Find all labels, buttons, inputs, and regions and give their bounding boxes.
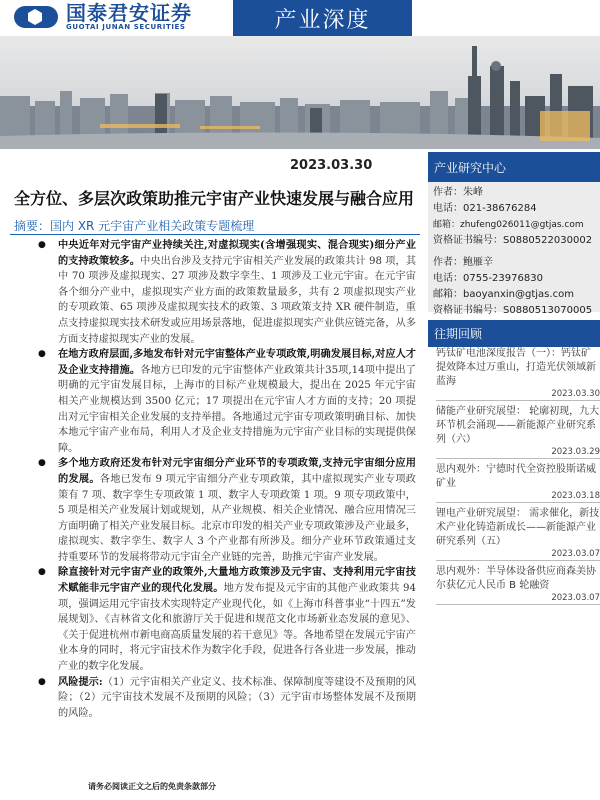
company-logo bbox=[14, 0, 192, 34]
abstract-heading: 摘要：国内 XR 元宇宙产业相关政策专题梳理 bbox=[14, 219, 255, 233]
bullet-paragraph bbox=[38, 347, 416, 456]
logo-cn: 国泰君安证券 bbox=[66, 1, 192, 25]
history-item[interactable] bbox=[436, 463, 600, 507]
history-item[interactable] bbox=[436, 405, 600, 463]
author-cert: 资格证书编号：S0880522030002 bbox=[433, 235, 593, 246]
history-date: 2023.03.29 bbox=[436, 447, 600, 459]
history-title[interactable]: 思内观外：半导体设备供应商森美协尔获亿元人民币 B 轮融资 bbox=[436, 566, 596, 591]
history-date: 2023.03.07 bbox=[436, 593, 600, 605]
logo-icon bbox=[14, 6, 58, 28]
history-item[interactable] bbox=[436, 565, 600, 609]
author-box bbox=[428, 182, 600, 316]
history-title[interactable]: 锂电产业研究展望： 需求催化，新技术产业化铸造新成长——新能源产业研究系列（五） bbox=[436, 508, 600, 547]
bullet-text: 中央出台涉及支持元宇宙相关产业发展的政策共计 98 项，其中 70 项涉及虚拟现实、27 项涉及数字孪生、1 项涉及工业元宇宙。在元宇宙各个细分产业中，虚拟现实产业方面的政策数量最多，共有 2 项虚拟现实产业的专项政策、65 项涉及虚拟现实技术的政策、3 项政策支持 XR 硬件制造，重点支持虚拟现实技术研发或应用场景落地，促进虚拟现实产业供应链完备，从多方面支持虚拟现实产业的发展。 bbox=[58, 255, 417, 345]
logo-en: GUOTAI JUNAN SECURITIES bbox=[66, 23, 186, 31]
bullet-text: 地方发布提及元宇宙的其他产业政策共 94 项，强调运用元宇宙技术实现特定产业现代化，如《上海市科普事业“十四五”发展规划》、《吉林省文化和旅游厅关于促进和规范文化市场新业态发展的意见》、《关于促进杭州市新电商高质量发展的若干意见》等。各地希望在发展元宇宙产业本身的同时，将元宇宙技术作为数字化手段，促进各行各业进一步发展，推动产业的数字化发展。 bbox=[58, 583, 416, 673]
history-list bbox=[436, 347, 600, 609]
city-skyline-image bbox=[0, 36, 600, 149]
risk-paragraph bbox=[38, 675, 416, 722]
history-item[interactable] bbox=[436, 507, 600, 565]
bullet-paragraph bbox=[38, 456, 416, 565]
bullet-text: 各地已发布 9 项元宇宙细分产业专项政策，其中虚拟现实产业专项政策有 7 项、数字孪生专项政策 1 项、数字人专项政策 1 项。9 项专项政策中，5 项是相关产业发展计划或规划，从产业规模、相关企业情况、融合应用情况三方面明确了相关产业发展目标。北京市印发的相关产业专项政策涉及产业最多，虚拟现实、数字孪生、数字人 3 个产业都有所涉及。细分产业环节政策通过支持重要环节的发展将带动元宇宙全产业链的完善，助推元宇宙产业发展。 bbox=[58, 473, 416, 563]
bullet-lead: 在地方政府层面,多地发布针对元宇宙整体产业专项政策,明确发展目标,对应人才及企业支持措施。 bbox=[58, 348, 416, 376]
bullet-text: 各地方已印发的元宇宙整体产业政策共计35项,14项中提出了明确的元宇宙发展目标，上海市的目标产业规模最大，提出在 2025 年元宇宙相关产业规模达到 3500 亿元；17 项提出在元宇宙人才方面的支持；20 项提出对元宇宙相关企业发展的支持举措。各地通过元宇宙专项政策明确目标、加快本地元宇宙产业布局，利用人才及企业支持措施为元宇宙产业目标的实现提供保障。 bbox=[58, 364, 416, 454]
divider bbox=[10, 234, 420, 235]
bullet-lead: 除直接针对元宇宙产业的政策外,大量地方政策涉及元宇宙、支持利用元宇宙技术赋能非元宇宙产业的现代化发展。 bbox=[58, 566, 416, 595]
author-phone: 电话：021-38676284 bbox=[433, 203, 537, 214]
history-date: 2023.03.30 bbox=[436, 389, 600, 401]
history-title[interactable]: 钙钛矿电池深度报告（一）：钙钛矿提效降本过万重山，打造光伏领域新蓝海 bbox=[436, 348, 596, 387]
bullet-paragraph bbox=[38, 238, 416, 347]
history-title[interactable]: 思内观外：宁德时代全资控股斯诺威矿业 bbox=[436, 464, 596, 489]
author-email[interactable]: 邮箱：baoyanxin@gtjas.com bbox=[433, 289, 574, 300]
author-name: 作者：鲍雁辛 bbox=[433, 257, 493, 268]
history-header: 往期回顾 bbox=[428, 320, 600, 347]
author-email[interactable]: 邮箱：zhufeng026011@gtjas.com bbox=[433, 220, 584, 230]
summary-body bbox=[38, 238, 416, 721]
research-center-header: 产业研究中心 bbox=[428, 152, 600, 182]
bullet-paragraph bbox=[38, 565, 416, 674]
bullet-text: （1）元宇宙相关产业定义、技术标准、保障制度等建设不及预期的风险；（2）元宇宙技术发展不及预期的风险；（3）元宇宙市场整体发展不及预期的风险。 bbox=[58, 676, 416, 719]
report-date: 2023.03.30 bbox=[290, 158, 373, 173]
author-name: 作者：朱峰 bbox=[433, 187, 483, 198]
bullet-lead: 中央近年对元宇宙产业持续关注,对虚拟现实(含增强现实、混合现实)细分产业的支持政策较多。 bbox=[58, 239, 416, 267]
history-date: 2023.03.07 bbox=[436, 549, 600, 561]
history-item[interactable] bbox=[436, 347, 600, 405]
history-date: 2023.03.18 bbox=[436, 491, 600, 503]
history-title[interactable]: 储能产业研究展望： 轮廓初现，九大环节机会涌现——新能源产业研究系列（六） bbox=[436, 406, 600, 445]
report-type-banner: 产业深度 bbox=[233, 0, 412, 36]
author-cert: 资格证书编号：S0880513070005 bbox=[433, 305, 593, 316]
bullet-lead: 风险提示: bbox=[58, 675, 103, 688]
author-phone: 电话：0755-23976830 bbox=[433, 273, 543, 284]
bullet-lead: 多个地方政府还发布针对元宇宙细分产业环节的专项政策,支持元宇宙细分应用的发展。 bbox=[58, 457, 416, 485]
report-title: 全方位、多层次政策助推元宇宙产业快速发展与融合应用 bbox=[14, 189, 415, 208]
disclaimer-footer: 请务必阅读正文之后的免责条款部分 bbox=[88, 782, 216, 791]
